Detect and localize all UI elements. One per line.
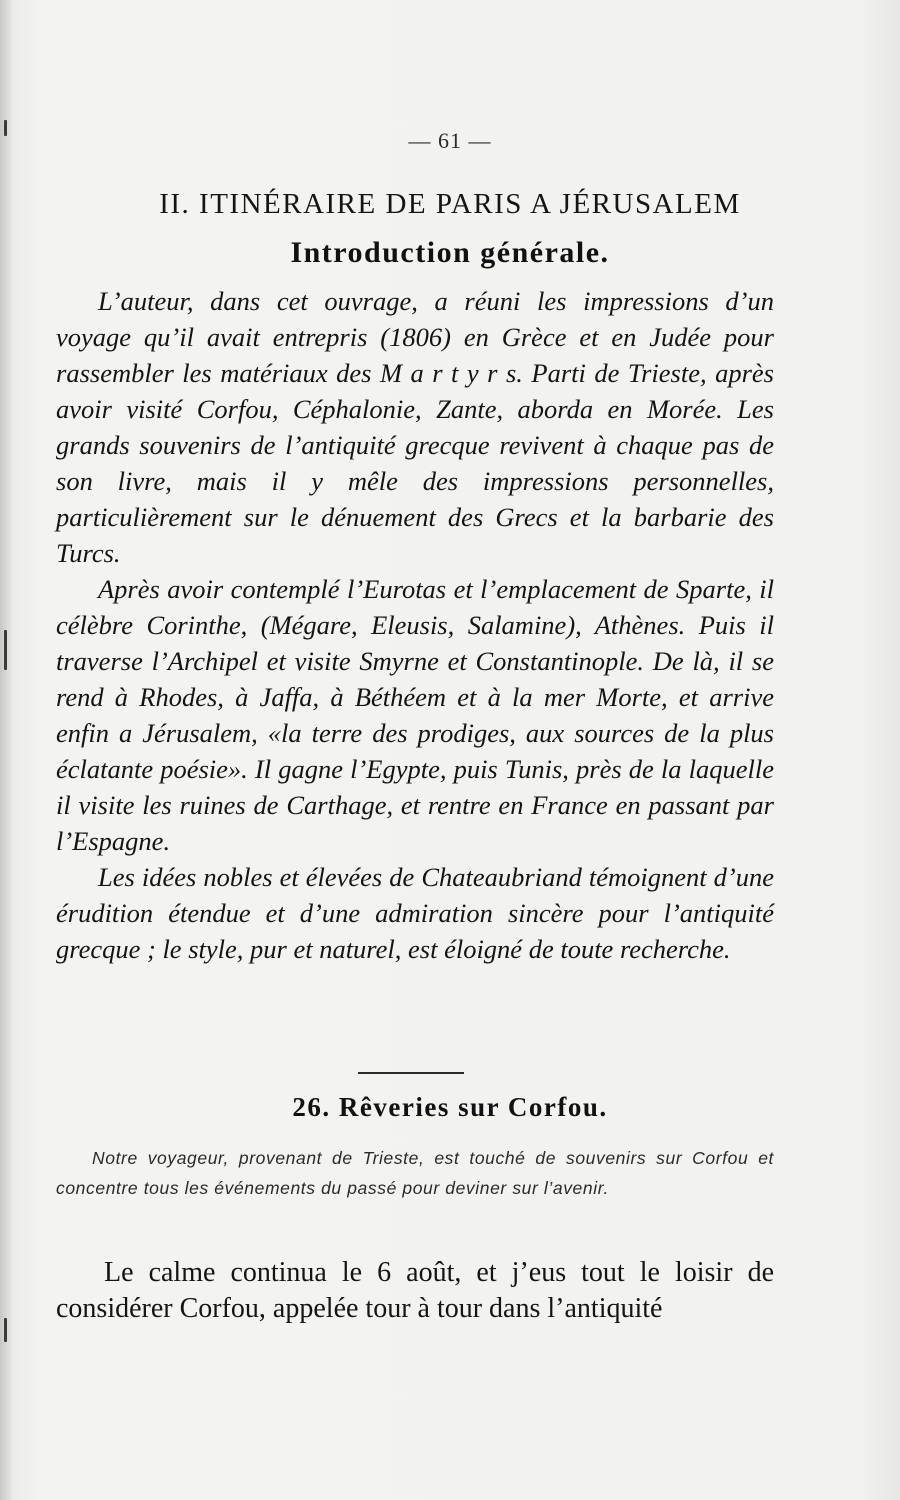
chapter-heading: II. ITINÉRAIRE DE PARIS A JÉRUSALEM xyxy=(159,188,741,220)
page-number: — 61 — xyxy=(408,128,492,153)
body-text: Le calme continua le 6 août, et j’eus tout le loisir de considérer Corfou, appelée tour à tour dans l’antiquité xyxy=(56,1257,774,1324)
section-title: 26. Rêveries sur Corfou. xyxy=(292,1092,608,1122)
introduction-text xyxy=(56,283,774,967)
edge-mark xyxy=(4,630,7,670)
section-subtitle: Introduction générale. xyxy=(290,236,610,269)
edge-mark xyxy=(4,1318,7,1342)
intro-paragraph: Après avoir contemplé l’Eurotas et l’emplacement de Sparte, il célèbre Corinthe, (Mégare, Eleusis, Salamine), Athènes. Puis il traverse l’Archipel et visite Smyrne et Constantinople. De là, il se rend à Rhodes, à Jaffa, à Béthéem et à la mer Morte, et arrive enfin a Jérusalem, «la terre des prodiges, aux sources de la plus éclatante poésie». Il gagne l’Egypte, puis Tunis, près de la laquelle il visite les ruines de Carthage, et rentre en France en passant par l’Espagne. xyxy=(56,574,774,856)
intro-paragraph: L’auteur, dans cet ouvrage, a réuni les impressions d’un voyage qu’il avait entrepris (1806) en Grèce et en Judée pour rassembler les matériaux des M a r t y r s. Parti de Trieste, après avoir visité Corfou, Céphalonie, Zante, aborda en Morée. Les grands souvenirs de l’antiquité grecque revivent à chaque pas de son livre, mais il y mêle des impressions personnelles, particulièrement sur le dénuement des Grecs et la barbarie des Turcs. xyxy=(56,286,774,568)
page-gutter-shadow xyxy=(0,0,12,1500)
section-summary: Notre voyageur, provenant de Trieste, est touché de souvenirs sur Corfou et concentre tous les événements du passé pour deviner sur l’avenir. xyxy=(56,1148,774,1198)
section-divider xyxy=(358,1072,464,1074)
intro-paragraph: Les idées nobles et élevées de Chateaubriand témoignent d’une érudition étendue et d’une admiration sincère pour l’antiquité grecque ; le style, pur et naturel, est éloigné de toute recherche. xyxy=(56,862,774,964)
